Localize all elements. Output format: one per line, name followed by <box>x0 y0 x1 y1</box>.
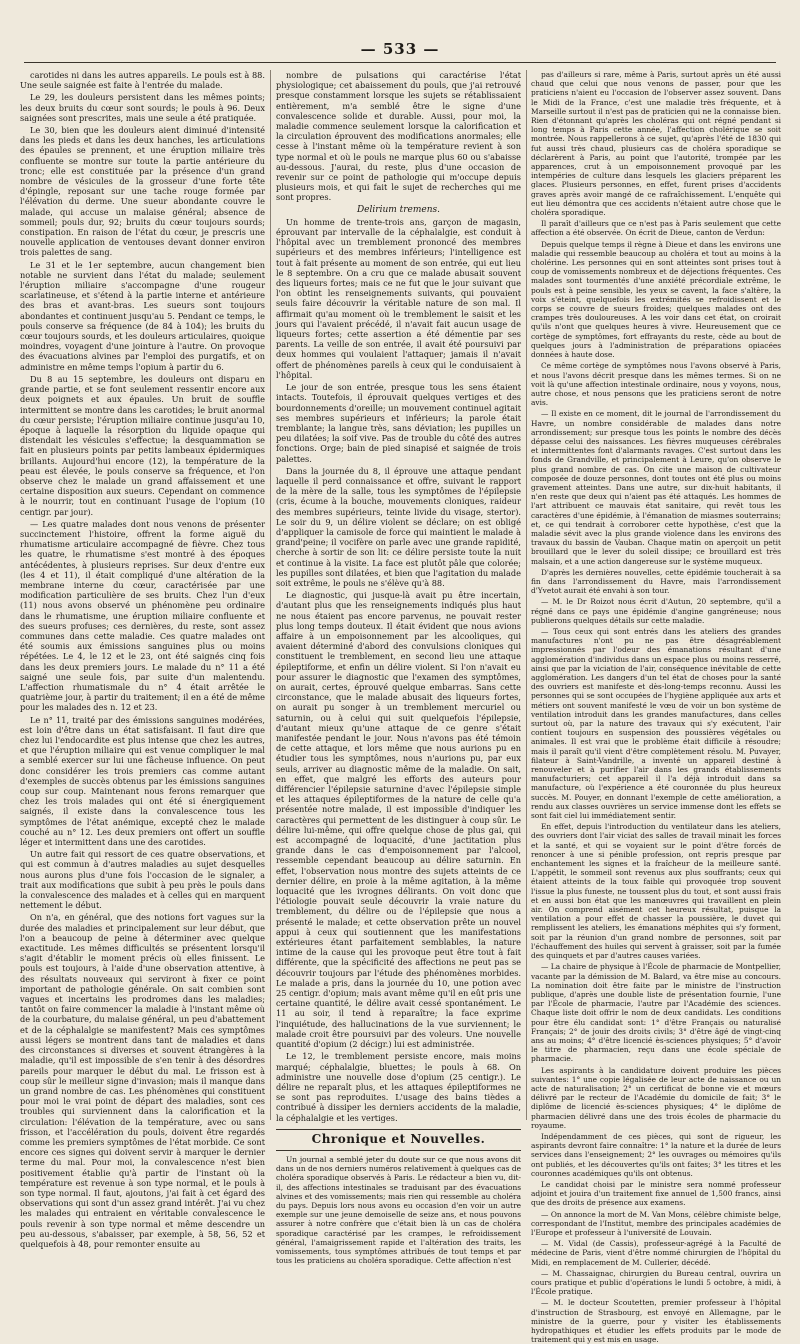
paragraph: Depuis quelque temps il règne à Dieue et dans les environs une maladie qui ressemble beaucoup au choléra et tout au moins à la cholérine. Les personnes qui en sont atteintes sont prises tout à coup de vomissements nombreux et de déjections fréquentes. Ces malades sont tourmentés d'une anxiété précordiale extrême, le pouls est à peine sensible, les yeux se cavent, la face s'altère, la voix s'éteint, quelquefois les extrémités se refroidissent et le corps se couvre de sueurs froides; quelques malades ont des crampes très douloureuses. A les voir dans cet état, on croirait qu'ils n'ont que quelques heures à vivre. Heureusement que ce cortège de symptômes, fort effrayants du reste, cède au bout de quelques jours à l'administration de préparations opiacées données à haute dose. <box>531 239 781 360</box>
section-rule <box>276 1129 521 1130</box>
paragraph: Le 30, bien que les douleurs aient diminué d'intensité dans les pieds et dans les deux hanches, les articulations des épaules se prennent, et une éruption miliaire très confluente se montre sur toute la partie antérieure du tronc; elle est constituée par la présence d'un grand nombre de vésicules de la grosseur d'une forte tête d'épingle, reposant sur une tache rouge formée par l'élévation du derme. Une sueur abondante couvre le malade, qui accuse un malaise général; absence de sommeil; pouls dur, 92; bruits du cœur toujours sourds; constipation. En raison de l'état du cœur, je prescris une nouvelle application de ventouses devant donner environ trois palettes de sang. <box>20 125 265 258</box>
paragraph: On n'a, en général, que des notions fort vagues sur la durée des maladies et principalement sur leur début, que l'on a beaucoup de peine à déterminer avec quelque exactitude. Les mêmes difficultés se présentent lorsqu'il s'agit d'établir le moment précis où elles finissent. Le pouls est toujours, à l'aide d'une observation attentive, à des résultats nouveaux qui serviront à fixer ce point important de pathologie générale. On sait combien sont vagues et incertains les prodromes dans les maladies; tantôt on faire commencer la maladie à l'instant même où de la courbature, du malaise général, un peu d'abattement et de la céphalalgie se manifestent? Mais ces symptômes aussi légers se montrent dans tant de maladies et dans des circonstances si diverses et souvent étrangères à la maladie, qu'il est impossible de s'en tenir à des désordres pareils pour marquer le début du mal. Le frisson est à coup sûr le meilleur signe d'invasion; mais il manque dans un grand nombre de cas. Les phénomènes qui constituent pour moi le vrai point de départ des maladies, sont ces troubles qui surviennent dans la calorification et la circulation: l'élévation de la température, avec ou sans frisson, et l'accélération du pouls, doivent être regardés comme les premiers symptômes de l'état morbide. Ce sont encore ces signes qui doivent servir à marquer le dernier terme du mal. Pour moi, la convalescence n'est bien positivement établie qu'à partir de l'instant où la température est revenue à son type normal, et le pouls à son type normal. Il faut, ajoutons, j'ai fait à cet égard des observations qui sont d'un assez grand intérêt. J'ai vu chez les malades qui entraient en véritable convalescence le pouls revenir à son type normal et même descendre un peu au-dessous, s'abaisser, par exemple, à 58, 56, 52 et quelquefois à 48, pour remonter ensuite au <box>20 912 265 1249</box>
paragraph: Le candidat choisi par le ministre sera nommé professeur adjoint et jouira d'un traitement fixe annuel de 1,500 francs, ainsi que des droits de présence aux examens. <box>531 1179 781 1208</box>
paragraph: Le jour de son entrée, presque tous les sens étaient intacts. Toutefois, il éprouvait quelques vertiges et des bourdonnements d'oreille; un mouvement continuel agitait ses membres supérieurs et inférieurs; la parole était tremblante; la langue très, sans déviation; les pupilles un peu dilatées; la soif vive. Pas de trouble du côté des autres fonctions. Orge; bain de pied sinapisé et saignée de trois palettes. <box>276 382 521 464</box>
paragraph: Le n° 11, traité par des émissions sanguines modérées, est loin d'être dans un état satisfaisant. Il faut dire que chez lui l'endocardite est plus intense que chez les autres, et que l'éruption miliaire qui est venue compliquer le mal a semblé exercer sur lui une fâcheuse influence. On peut donc considérer les trois premiers cas comme autant d'exemples de succès obtenus par les émissions sanguines coup sur coup. Maintenant nous ferons remarquer que chez les trois malades qui ont été si énergiquement saignés, il existe dans la convalescence tous les symptômes de l'état anémique, excepté chez le malade couché au n° 12. Les deux premiers ont offert un souffle léger et intermittent dans une des carotides. <box>20 714 265 848</box>
paragraph: Un autre fait qui ressort de ces quatre observations, et qui est commun à d'autres maladies au sujet desquelles nous aurons plus d'une fois l'occasion de le signaler, a trait aux modifications que subit à peu près le pouls dans la convalescence des malades et à celles qui en marquent nettement le début. <box>20 849 265 911</box>
column-1 <box>20 70 265 1249</box>
paragraph: Indépendamment de ces pièces, qui sont de rigueur, les aspirants devront faire connaître: 1° la nature et la durée de leurs services dans l'enseignement; 2° les ouvrages ou mémoires qu'ils ont publiés, et les découvertes qu'ils ont faites; 3° les titres et les couronnes académiques qu'ils ont obtenus. <box>531 1131 781 1178</box>
paragraph: — On annonce la mort de M. Van Mons, célèbre chimiste belge, correspondant de l'Institut, membre des principales académies de l'Europe et professeur à l'université de Louvain. <box>531 1209 781 1237</box>
paragraph: Dans la journée du 8, il éprouve une attaque pendant laquelle il perd connaissance et offre, suivant le rapport de la mère de la salle, tous les symptômes de l'épilepsie (cris, écume à la bouche, mouvements cloniques, raideur des membres supérieurs, teinte livide du visage, stertor). Le soir du 9, un délire violent se déclare; on est obligé d'appliquer la camisole de force qui maintient le malade à grand'peine; il vocifère on parle avec une grande rapidité, cherche à sortir de son lit: ce délire persiste toute la nuit et continue à la visite. La face est plutôt pâle que colorée; les pupilles sont dilatées, et bien que l'agitation du malade soit extrême, le pouls ne s'élève qu'à 88. <box>276 465 521 588</box>
page-number: — 533 — <box>360 40 440 58</box>
section-rule <box>276 1150 521 1151</box>
paragraph: Le 12, le tremblement persiste encore, mais moins marqué; céphalalgie, bluettes; le pouls à 68. On administre une nouvelle dose d'opium (25 centigr.). Le délire ne reparaît plus, et les attaques épileptiformes ne se sont pas reproduites. L'usage des bains tièdes a contribué à dissiper les derniers accidents de la maladie, la céphalalgie et les vertiges. <box>276 1051 521 1123</box>
paragraph: carotides ni dans les autres appareils. Le pouls est à 88. Une seule saignée est faite à l'entrée du malade. <box>20 70 265 91</box>
paragraph: — M. Vidal (de Cassis), professeur-agrégé à la Faculté de médecine de Paris, vient d'être nommé chirurgien de l'hôpital du Midi, en remplacement de M. Cullerier, décédé. <box>531 1239 781 1267</box>
paragraph: Du 8 au 15 septembre, les douleurs ont disparu en grande partie, et se font seulement ressentir encore aux deux poignets et aux épaules. Un bruit de souffle intermittent se montre dans les carotides; le bruit anormal du cœur persiste; l'éruption miliaire continue jusqu'au 10, époque à laquelle la résorption du liquide opaque qui distendait les vésicules s'effectue; la desquammation se fait en plusieurs points par petits lambeaux épidermiques brillants. Aujourd'hui encore (12), la température de la peau est élevée, le pouls conserve sa fréquence, et l'on observe chez le malade un grand affaissement et une certaine disposition aux sueurs. Cependant on commence à le nourrir, tout en continuant l'usage de l'opium (10 centigr. par jour). <box>20 373 265 517</box>
paragraph: — Les quatre malades dont nous venons de présenter succinctement l'histoire, offrent la forme aiguë du rhumatisme articulaire accompagné de fièvre. Chez tous les quatre, le rhumatisme s'est montré à des époques antécédentes, à plusieurs reprises. Sur deux d'entre eux (les 4 et 11), il était compliqué d'une altération de la membrane interne du cœur, caractérisée par une modification particulière de ses bruits. Chez l'un d'eux (11) nous avons observé un phénomène peu ordinaire dans le rhumatisme, une éruption miliaire confluente et des sueurs profuses; ces dernières, du reste, sont assez communes dans cette maladie. Ces quatre malades ont été soumis aux émissions sanguines plus ou moins répétées. Le 4, le 12 et le 23, ont été saignés cinq fois dans les deux premiers jours. Le malade du n° 11 a été saigné une seule fois, par suite d'un malentendu. L'affection rhumatismale du n° 4 était arrêtée le quatrième jour, à partir du traitement; il en a été de même pour les malades des n. 12 et 23. <box>20 518 265 713</box>
paragraph: Le 29, les douleurs persistent dans les mêmes points; les deux bruits du cœur sont sourds; le pouls à 96. Deux saignées sont prescrites, mais une seule a été pratiquée. <box>20 92 265 123</box>
paragraph: — Tous ceux qui sont entrés dans les ateliers des grandes manufactures n'ont pu ne pas être désagréablement impressionnés par l'odeur des émanations résultant d'une agglomération d'individus dans un espace plus ou moins resserré, ainsi que par la viciation de l'air, conséquence inévitable de cette agglomération. Les dangers d'un tel état de choses pour la santé des ouvriers est manifeste et dès-long-temps reconnu. Aussi les personnes qui se sont occupées de l'hygiène appliquée aux arts et métiers ont souvent manifesté le vœu de voir un bon système de ventilation introduit dans les grandes manufactures, dans celles surtout où, par la nature des travaux qui s'y exécutent, l'air contient toujours en suspension des poussières végétales ou animales. Il est vrai que le problème était difficile à résoudre; mais il paraît qu'il vient d'être complètement résolu. M. Puvayer, filateur à Saint-Vandrille, a inventé un appareil destiné à renouveler et à purifier l'air dans les grands établissements manufacturiers; cet appareil il l'a déjà introduit dans sa manufacture, où l'expérience a été couronnée du plus heureux succès. M. Pouyer, en donnant l'exemple de cette amélioration, a rendu aux classes ouvrières un service immense dont les effets se sont fait ciel lui immédiatement sentir. <box>531 626 781 821</box>
paragraph: — La chaire de physique à l'École de pharmacie de Montpellier, vacante par la démission de M. Balard, va être mise au concours. La nomination doit être faite par le ministre de l'instruction publique, d'après une double liste de présentation fournie, l'une par l'École de pharmacie, l'autre par l'Académie des sciences. Chaque liste doit offrir le nom de deux candidats. Les conditions pour être élu candidat sont: 1° d'être Français ou naturalisé Français; 2° de jouir des droits civils; 3° d'être âgé de vingt-cinq ans au moins; 4° d'être licencié ès-sciences physiques; 5° d'avoir le titre de pharmacien, reçu dans une école spéciale de pharmacie. <box>531 962 781 1064</box>
subheading-delirium: Delirium tremens. <box>356 204 441 215</box>
paragraph: — M. le docteur Scoutetten, premier professeur à l'hôpital d'instruction de Strasbourg, est envoyé en Allemagne, par le ministre de la guerre, pour y visiter les établissements hydropathiques et étudier les effets produits par le mode de traitement qui y est mis en usage. <box>531 1298 781 1344</box>
paragraph: Les aspirants à la candidature doivent produire les pièces suivantes: 1° une copie légalisée de leur acte de naissance ou un acte de naturalisation; 2° un certificat de bonne vie et mœurs délivré par le recteur de l'Académie du domicile de fait; 3° le diplôme de licencié ès-sciences physiques; 4° le diplôme de pharmacien délivré dans une des trois écoles de pharmacie du royaume. <box>531 1065 781 1130</box>
paragraph: D'après les dernières nouvelles, cette épidémie toucherait à sa fin dans l'arrondissement du Havre, mais l'arrondissement d'Yvetot aurait été envahi à son tour. <box>531 567 781 596</box>
paragraph: En effet, depuis l'introduction du ventilateur dans les ateliers, des ouvriers dont l'air viciat des salles de travail minait les forces et la santé, et qui se voyaient sur le point d'être forcés de renoncer à une si pénible profession, ont repris presque par enchantement les signes et la fraîcheur de la meilleure santé. L'appétit, le sommeil sont revenus aux plus souffrants; ceux qui étaient atteints de la toux faible qui provoquée trop souvent l'issue la plus funeste, ne toussent plus du tout, et sont aussi frais et en aussi bon état que les manœuvres qui travaillent en plein air. On comprend aisément cet heureux résultat, puisque la ventilation a pour effet de chasser la poussière, le duvet qui remplissent les ateliers, les émanations méphites qui s'y forment, soit par la réunion d'un grand nombre de personnes, soit par l'échauffement des huiles qui servent à graisser, soit par la fumée des quinquets et par d'autres causes variées. <box>531 822 781 961</box>
column-3 <box>531 70 781 1344</box>
paragraph: — Il existe en ce moment, dit le journal de l'arrondissement du Havre, un nombre considérable de malades dans notre arrondissement; sur presque tous les points le nombre des décès dépasse celui des naissances. Les fièvres muqueuses cérébrales et intermittentes font d'alarmants ravages. C'est surtout dans les fonds de Grandville, et principalement à Leure, qu'on observe le plus grand nombre de cas. On cite une maison de cultivateur composée de douze personnes, dont toutes ont été plus ou moins gravement atteintes. Dans une autre, sur dix-huit habitants, il n'en reste que deux qui n'aient pas été attaqués. Les hommes de l'art attribuent ce mauvais état sanitaire, qui revêt tous les caractères d'une épidémie, à l'émanation de miasmes souterrains; et, ce qui tendrait à corroborer cette hypothèse, c'est que la maladie sévit avec la plus grande violence dans les environs des travaux du bassin de Vauban. Chaque matin on aperçoit un petit brouillard que le lever du soleil dissipe; ce brouillard est très malsain, et a une action dangereuse sur le système muqueux. <box>531 409 781 566</box>
paragraph: — M. Chassaignac, chirurgien du Bureau central, ouvrira un cours pratique et public d'opérations le lundi 5 octobre, à midi, à l'École pratique. <box>531 1268 781 1297</box>
paragraph: Un journal a semblé jeter du doute sur ce que nous avons dit dans un de nos derniers numéros relativement à quelques cas de choléra sporadique observés à Paris. Le rédacteur a bien vu, dit-il, des affections intestinales se traduisant par des évacuations alvines et des vomissements; mais rien qui ressemble au choléra du pays. Depuis lors nous avons eu occasion d'en voir un autre exemple sur une jeune demoiselle de seize ans, et nous pouvons assurer à notre confrère que c'était bien là un cas de choléra sporadique caractérisé par les crampes, le refroidissement général, l'amaigrissement rapide et l'altération des traits, les vomissements, tous symptômes attribués de tout temps et par tous les praticiens au choléra sporadique. Cette affection n'est <box>276 1154 521 1266</box>
paragraph: Le diagnostic, qui jusque-là avait pu être incertain, d'autant plus que les renseignements indiqués plus haut ne nous étaient pas encore parvenus, ne pouvait rester plus long temps douteux. Il était évident que nous avions affaire à un empoisonnement par les alcooliques, qui avaient déterminé d'abord des convulsions cloniques qui constituent le tremblement, en second lieu une attaque épileptiforme, et enfin un délire violent. Si l'on n'avait eu pour assurer le diagnostic que l'examen des symptômes, on aurait, certes, éprouvé quelque embarras. Sans cette circonstance, que le malade abusait des liqueurs fortes, on aurait pu songer à un tremblement mercuriel ou saturnin, ou à celui qui suit quelquefois l'épilepsie, d'autant mieux qu'une attaque de ce genre s'était manifestée pendant le jour. Nous n'avons pas été témoin de cette attaque, et lors même que nous aurions pu en étudier tous les symptômes, nous n'aurions pu, par eux seuls, arriver au diagnostic même de la maladie. On sait, en effet, que malgré les efforts des auteurs pour différencier l'épilepsie saturnine d'avec l'épilepsie simple et les attaques épileptiformes de la nature de celle qu'a présentée notre malade, il est impossible d'indiquer les caractères qui permettent de les distinguer à coup sûr. Le délire lui-même, qui offre quelque chose de plus gai, qui est accompagné de loquacité, d'une jactitation plus grande dans le cas d'empoisonnement par l'alcool, ressemble cependant beaucoup au délire saturnin. En effet, l'observation nous montre des sujets atteints de ce dernier délire, en proie à la même agitation, à la même loquacité que les ivrognes délirants. On voit donc que l'étiologie pouvait seule découvrir la vraie nature du tremblement, du délire ou de l'épilepsie que nous a présenté le malade; et cette observation prête un nouvel appui à ceux qui soutiennent que les manifestations extérieures étant parfaitement semblables, la nature intime de la cause qui les provoque peut être tout à fait différente, que la spécificité des affections ne peut pas se découvrir toujours par l'étude des phénomènes morbides. Le malade a pris, dans la journée du 10, une potion avec 25 centigr. d'opium; mais avant même qu'il en eût pris une certaine quantité, le délire avait cessé spontanément. Le 11 au soir, il tend à reparaître; la face exprime l'inquiétude, des hallucinations de la vue surviennent; le malade croit être poursuivi par des voleurs. Une nouvelle quantité d'opium (2 décigr.) lui est administrée. <box>276 590 521 1050</box>
column-divider-1 <box>270 70 271 1120</box>
paragraph: Le 31 et le 1er septembre, aucun changement bien notable ne survient dans l'état du malade; seulement l'éruption miliaire s'accompagne d'une rougeur scarlatineuse, et s'étend à la partie interne et antérieure des bras et avant-bras. Les sueurs sont toujours abondantes et continuent jusqu'au 5. Pendant ce temps, le pouls conserve sa fréquence (de 84 à 104); les bruits du cœur toujours sourds, et les douleurs articulaires, quoique moindres, voyagent d'une jointure à l'autre. On provoque des évacuations alvines par l'emploi des purgatifs, et on administre en même temps l'opium à partir du 6. <box>20 259 265 372</box>
section-chronique-body <box>276 1155 521 1265</box>
paragraph: Ce même cortège de symptômes nous l'avons observé à Paris, et nous l'avons décrit presque dans les mêmes termes. Si on ne voit là qu'une affection intestinale ordinaire, nous y voyons, nous, autre chose, et nous pensons que les praticiens seront de notre avis. <box>531 361 781 408</box>
header-rule <box>24 62 776 63</box>
paragraph: Un homme de trente-trois ans, garçon de magasin, éprouvant par intervalle de la céphalalgie, est conduit à l'hôpital avec un tremblement prononcé des membres supérieurs et des membres inférieurs; l'intelligence est tout à fait présente au moment de son entrée, qui eut lieu le 8 septembre. On a cru que ce malade abusait souvent des liqueurs fortes; mais ce ne fut que le jour suivant que l'on obtint les renseignements suivants, qui pouvaient seuls faire découvrir la véritable nature de son mal. Il affirmait qu'au moment où le tremblement le saisit et les jours qui l'avaient précédé, il n'avait fait aucun usage de liqueurs fortes; cette assertion a été démentie par ses parents. La veille de son entrée, il avait été poursuivi par deux hommes qui voulaient l'attaquer; jamais il n'avait offert de phénomènes pareils à ceux qui le conduisaient à l'hôpital. <box>276 216 521 380</box>
paragraph: nombre de pulsations qui caractérise l'état physiologique; cet abaissement du pouls, que j'ai retrouvé presque constamment lorsque les sujets se rétablissaient entièrement, m'a semblé être le signe d'une convalescence solide et durable. Aussi, pour moi, la maladie commence seulement lorsque la calorification et la circulation éprouvent des modifications anormales; elle cesse à l'instant même où la température revient à son type normal et où le pouls ne marque plus 60 ou s'abaisse au-dessous. J'aurai, du reste, plus d'une occasion de revenir sur ce point de pathologie qui m'occupe depuis plusieurs mois, et qui fait le sujet de recherches qui me sont propres. <box>276 70 521 203</box>
paragraph: pas d'ailleurs si rare, même à Paris, surtout après un été aussi chaud que celui que nous venons de passer, pour que les praticiens n'aient eu l'occasion de l'observer assez souvent. Dans le Midi de la France, c'est une maladie très fréquente, et à Marseille surtout il n'est pas de praticien qui ne la connaisse bien. Rien d'étonnant qu'après les choléras qui ont régné pendant si long temps à Paris cette année, l'affection cholérique se soit montrée. Nous rappellerons à ce sujet, qu'après l'été de 1830 qui fut aussi très chaud, plusieurs cas de choléra sporadique se déclarèrent à Paris, au point que l'autorité, trompée par les apparences, crut à un empoisonnement provoqué par les intempéries de culture dans lesquels les glaciers préparent les glaces. Plusieurs personnes, en effet, furent prises d'accidents graves après avoir mangé de ce rafraîchissement. L'enquête qui eut lieu démontra que ces accidents n'étaient autre chose que le choléra sporadique. <box>531 70 781 218</box>
column-2 <box>276 70 521 1266</box>
paragraph: — M. le Dr Roizot nous écrit d'Autun, 20 septembre, qu'il a régné dans ce pays une épidémie d'angine gangréneuse; nous publierons quelques détails sur cette maladie. <box>531 597 781 625</box>
column-divider-2 <box>526 70 527 1120</box>
paragraph: Il paraît d'ailleurs que ce n'est pas à Paris seulement que cette affection a été observée. On écrit de Dieue, canton de Verdun: <box>531 219 781 238</box>
section-heading-chronique: Chronique et Nouvelles. <box>311 1131 486 1146</box>
